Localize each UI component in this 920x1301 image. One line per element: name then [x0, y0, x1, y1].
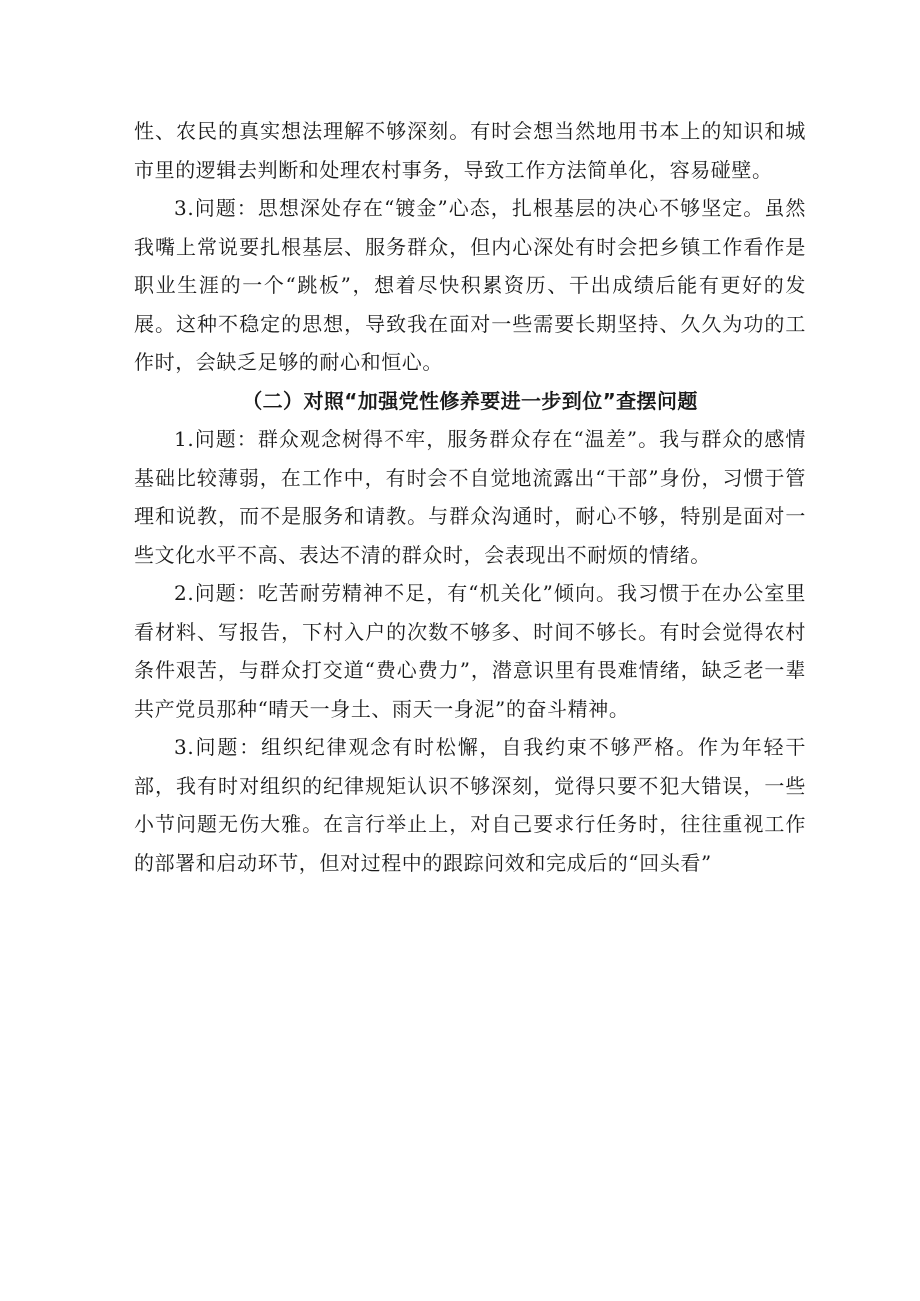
- paragraph-problem-1-mass-concept: 1.问题：群众观念树得不牢，服务群众存在“温差”。我与群众的感情基础比较薄弱，在工作中，有时会不自觉地流露出“干部”身份，习惯于管理和说教，而不是服务和请教。与群众沟通时，耐心不够，特别是面对一些文化水平不高、表达不清的群众时，会表现出不耐烦的情绪。: [134, 427, 806, 567]
- paragraph-problem-2-hardship: 2.问题：吃苦耐劳精神不足，有“机关化”倾向。我习惯于在办公室里看材料、写报告，下村入户的次数不够多、时间不够长。有时会觉得农村条件艰苦，与群众打交道“费心费力”，潜意识里有畏难情绪，缺乏老一辈共产党员那种“晴天一身土、雨天一身泥”的奋斗精神。: [134, 581, 806, 721]
- section-heading-2: （二）对照“加强党性修养要进一步到位”查摆问题: [242, 388, 698, 413]
- document-page: [134, 112, 806, 882]
- paragraph-problem-3-discipline: 3.问题：组织纪律观念有时松懈，自我约束不够严格。作为年轻干部，我有时对组织的纪律规矩认识不够深刻，觉得只要不犯大错误，一些小节问题无伤大雅。在言行举止上，对自己要求行任务时，往往重视工作的部署和启动环节，但对过程中的跟踪问效和完成后的“回头看”: [134, 735, 806, 875]
- paragraph-continuation: 性、农民的真实想法理解不够深刻。有时会想当然地用书本上的知识和城市里的逻辑去判断和处理农村事务，导致工作方法简单化，容易碰壁。: [134, 119, 806, 182]
- paragraph-problem-3-gilding: 3.问题：思想深处存在“镀金”心态，扎根基层的决心不够坚定。虽然我嘴上常说要扎根基层、服务群众，但内心深处有时会把乡镇工作看作是职业生涯的一个“跳板”，想着尽快积累资历、干出成绩后能有更好的发展。这种不稳定的思想，导致我在面对一些需要长期坚持、久久为功的工作时，会缺乏足够的耐心和恒心。: [134, 196, 806, 374]
